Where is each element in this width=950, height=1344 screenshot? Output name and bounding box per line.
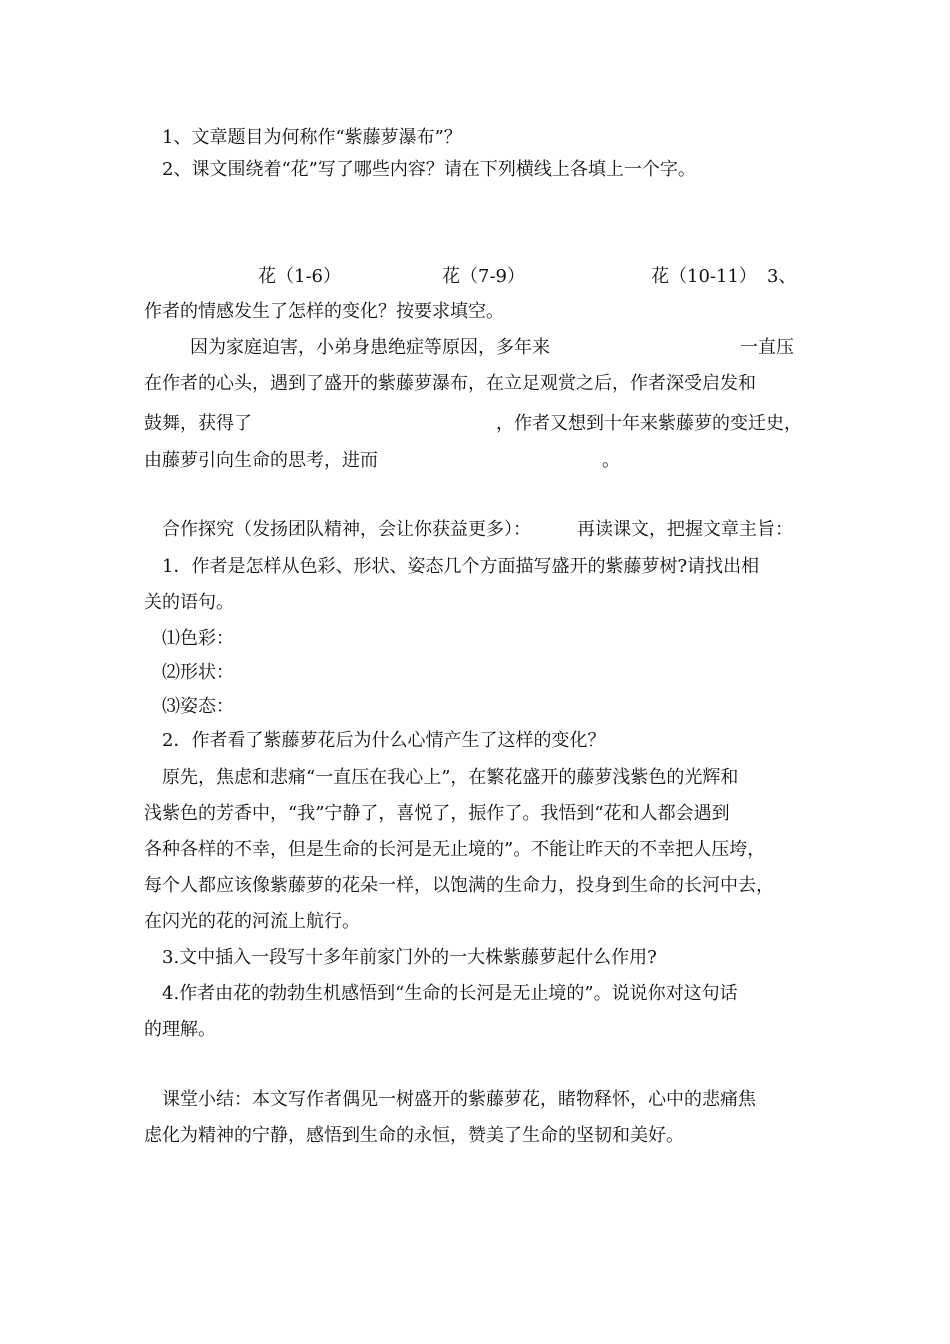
answer-line-1: 原先，焦虑和悲痛“一直压在我心上”，在繁花盛开的藤萝浅紫色的光辉和 <box>162 767 739 788</box>
fill-line-3a: 鼓舞，获得了 <box>144 413 252 434</box>
coop-question-4-line-2: 的理解。 <box>144 1019 216 1040</box>
flower-label-2: 花（7-9） <box>442 266 525 287</box>
coop-question-1-color: ⑴色彩： <box>162 628 234 649</box>
fill-line-2: 在作者的心头，遇到了盛开的紫藤萝瀑布，在立足观赏之后，作者深受启发和 <box>144 373 756 394</box>
fill-line-1b: 一直压 <box>740 337 794 358</box>
flower-label-1: 花（1-6） <box>258 266 341 287</box>
coop-question-4-line-1: 4.作者由花的勃勃生机感悟到“生命的长河是无止境的”。说说你对这句话 <box>162 983 738 1004</box>
summary-line-1: 课堂小结：本文写作者偶见一树盛开的紫藤萝花，睹物释怀，心中的悲痛焦 <box>162 1089 756 1110</box>
question-3: 作者的情感发生了怎样的变化？按要求填空。 <box>144 301 504 322</box>
coop-question-1-shape: ⑵形状： <box>162 662 234 683</box>
answer-line-3: 各种各样的不幸，但是生命的长河是无止境的”。不能让昨天的不幸把人压垮， <box>144 839 766 860</box>
summary-line-2: 虑化为精神的宁静，感悟到生命的永恒，赞美了生命的坚韧和美好。 <box>144 1125 684 1146</box>
fill-line-4a: 由藤萝引向生命的思考，进而 <box>144 450 378 471</box>
fill-line-3b: ，作者又想到十年来紫藤萝的变迁史， <box>496 413 802 434</box>
cooperation-heading: 合作探究（发扬团队精神，会让你获益更多）： <box>162 519 531 540</box>
answer-line-4: 每个人都应该像紫藤萝的花朵一样，以饱满的生命力，投身到生命的长河中去， <box>144 875 774 896</box>
answer-line-2: 浅紫色的芳香中，“我”宁静了，喜悦了，振作了。我悟到“花和人都会遇到 <box>144 803 730 824</box>
fill-line-4b: 。 <box>602 450 620 471</box>
coop-question-2: 2．作者看了紫藤萝花后为什么心情产生了这样的变化？ <box>162 730 606 751</box>
coop-question-1-pose: ⑶姿态： <box>162 696 234 717</box>
question-3-number: 3、 <box>767 266 797 287</box>
cooperation-instruction: 再读课文，把握文章主旨： <box>577 519 793 540</box>
coop-question-1-line-2: 关的语句。 <box>144 592 234 613</box>
coop-question-1-line-1: 1．作者是怎样从色彩、形状、姿态几个方面描写盛开的紫藤萝树?请找出相 <box>162 556 760 577</box>
flower-label-3: 花（10-11） <box>651 266 757 287</box>
coop-question-3: 3.文中插入一段写十多年前家门外的一大株紫藤萝起什么作用? <box>162 947 657 968</box>
question-2: 2、课文围绕着“花”写了哪些内容？请在下列横线上各填上一个字。 <box>162 159 696 180</box>
answer-line-5: 在闪光的花的河流上航行。 <box>144 911 360 932</box>
fill-line-1a: 因为家庭迫害，小弟身患绝症等原因，多年来 <box>190 337 550 358</box>
question-1: 1、文章题目为何称作“紫藤萝瀑布”？ <box>162 127 462 148</box>
